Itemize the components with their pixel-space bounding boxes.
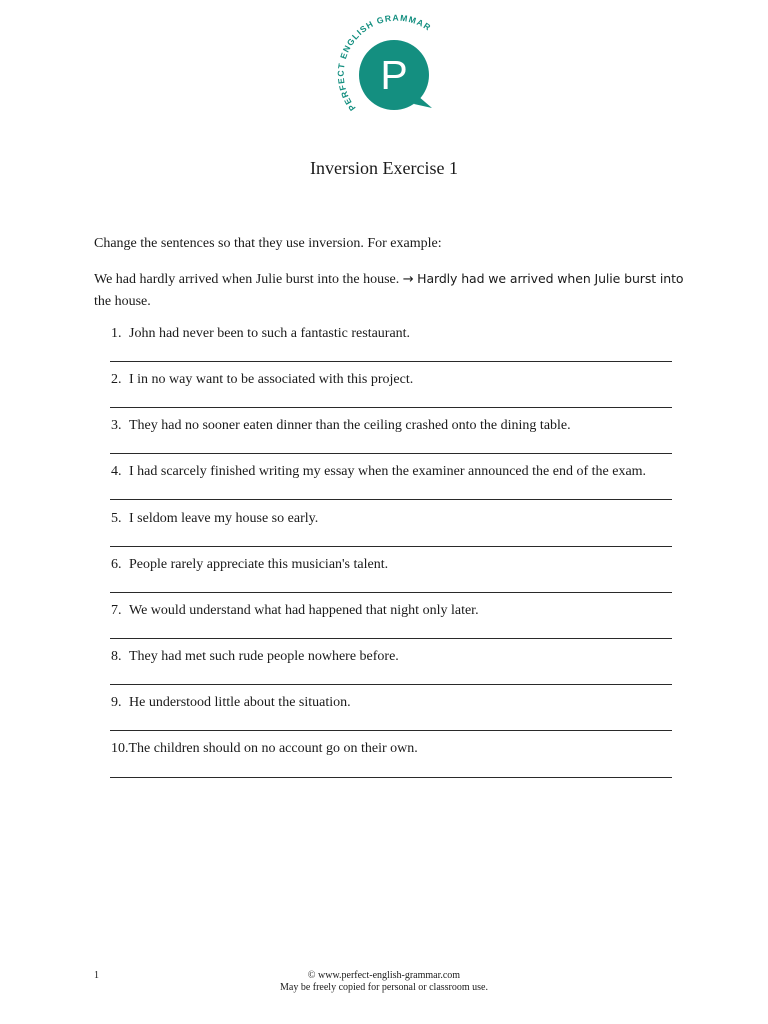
question-text: We would understand what had happened that night only later. [129, 603, 479, 618]
question-item [111, 372, 413, 388]
answer-line[interactable] [110, 407, 672, 408]
answer-line[interactable] [110, 546, 672, 547]
question-item [111, 695, 351, 711]
question-text: They had met such rude people nowhere before. [129, 649, 399, 664]
answer-line[interactable] [110, 777, 672, 778]
answer-line[interactable] [110, 499, 672, 500]
logo-letter: P [380, 52, 408, 98]
question-number: 1. [111, 326, 122, 341]
example-answer-continued: the house. [94, 294, 151, 309]
usage-note: May be freely copied for personal or classroom use. [280, 982, 488, 993]
question-item [111, 741, 418, 757]
question-item [111, 557, 388, 573]
question-text: The children should on no account go on their own. [128, 741, 418, 756]
question-text: People rarely appreciate this musician's talent. [129, 557, 389, 572]
page-number: 1 [94, 970, 99, 981]
logo-brand-text: PERFECT ENGLISH GRAMMAR [335, 12, 434, 113]
question-number: 2. [111, 372, 122, 387]
answer-line[interactable] [110, 592, 672, 593]
example-answer: Hardly had we arrived when Julie burst into [417, 271, 684, 286]
answer-line[interactable] [110, 684, 672, 685]
answer-line[interactable] [110, 453, 672, 454]
question-number: 8. [111, 649, 122, 664]
answer-line[interactable] [110, 638, 672, 639]
question-number: 9. [111, 695, 122, 710]
answer-line[interactable] [110, 361, 672, 362]
answer-line[interactable] [110, 730, 672, 731]
question-item [111, 464, 646, 480]
question-item [111, 326, 410, 342]
question-number: 4. [111, 464, 122, 479]
question-item [111, 649, 399, 665]
question-item [111, 603, 479, 619]
perfect-english-grammar-logo [334, 8, 444, 118]
question-text: I had scarcely finished writing my essay when the examiner announced the end of the exam. [129, 464, 647, 479]
question-number: 10. [111, 741, 129, 756]
question-item [111, 511, 318, 527]
question-text: He understood little about the situation. [129, 695, 351, 710]
question-text: They had no sooner eaten dinner than the ceiling crashed onto the dining table. [129, 418, 571, 433]
footer [0, 970, 768, 994]
question-number: 7. [111, 603, 122, 618]
question-text: I in no way want to be associated with this project. [129, 372, 414, 387]
question-number: 6. [111, 557, 122, 572]
copyright-text: © www.perfect-english-grammar.com [307, 970, 461, 981]
question-number: 3. [111, 418, 122, 433]
example-original: We had hardly arrived when Julie burst into the house. [94, 272, 400, 287]
arrow-icon: → [402, 272, 414, 287]
question-item [111, 418, 571, 434]
instructions: Change the sentences so that they use inversion. For example: [94, 236, 442, 251]
question-text: I seldom leave my house so early. [129, 511, 319, 526]
question-text: John had never been to such a fantastic restaurant. [129, 326, 411, 341]
example-sentence [94, 268, 684, 313]
question-number: 5. [111, 511, 122, 526]
page-title: Inversion Exercise 1 [310, 158, 458, 178]
